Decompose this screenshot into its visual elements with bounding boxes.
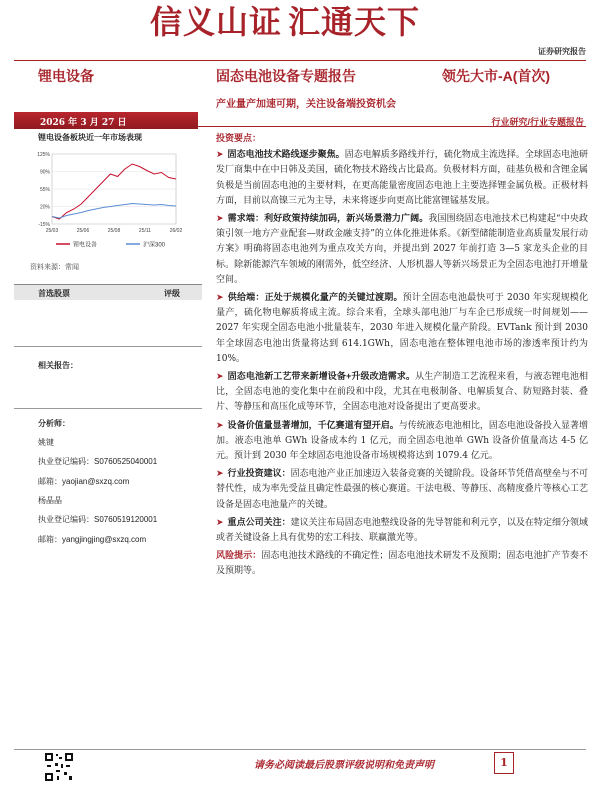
bullet-item [216,369,588,416]
divider [14,346,202,347]
risk-text: 固态电池技术路线的不确定性；固态电池技术研发不及预期；固态电池扩产节奏不及预期等。 [216,551,588,577]
bullet-item [216,290,588,367]
bullet-icon: ➤ [216,420,224,431]
brand-text-2: 汇通天下 [288,3,421,41]
analyst-name: 杨晶晶 [38,496,62,505]
risk-paragraph [216,548,588,579]
headline: 产业量产加速可期，关注设备端投资机会 [216,99,396,110]
report-type: 证券研究报告 [538,47,586,56]
bullet-item [216,418,588,465]
analyst-email[interactable]: 邮箱：yaojian@sxzq.com [38,477,130,486]
bullet-text: 固态电解质多路线并行，硫化物成主流选择。全球固态电池研发厂商集中在中日韩及美国，硫化物技术路线占比最高。负极材料方面，硅基负极和含锂金属负极是当前固态电池的主要材料，在更高能量密度固态电池上主要选择锂金属负极。正极材料方面，目前以高镍三元为主导，未来将逐步向更高比能富锂锰基发展。 [216,150,588,206]
chart-x-tick-label: 25/06 [76,228,90,234]
bullet-text: 我国围绕固态电池技术已构建起“中央政策引领一地方产业配套—财政金融支持”的立体化推进体系。《新型储能制造业高质量发展行动方案》明确将固态电池列为重点攻关方向，并提出到 2027 年前打造 3—5 家龙头企业的目标。除新能源汽车领域的刚需外，低空经济、人形机器人等新兴场景正为全固态电池打开增量空间。 [216,214,588,285]
bullet-lead: 重点公司关注： [227,516,291,527]
preferred-stock-header [14,284,202,300]
report-date: 2026 年 3 月 27 日 [40,118,127,128]
risk-label: 风险提示： [216,550,262,561]
bullet-lead: 供给端：正处于规模化量产的关键过渡期。 [227,292,403,303]
investment-highlights [216,131,588,580]
bullet-lead: 固态电池技术路线逐步聚焦。 [227,149,345,160]
bullet-item [216,147,588,209]
bullet-icon: ➤ [216,150,224,161]
footer-rule [14,749,586,750]
analyst-cert: 执业登记编码：S0760525040001 [38,457,158,466]
performance-chart [26,148,202,254]
page-number: 1 [494,752,514,774]
sector-name: 锂电设备 [38,68,94,84]
chart-source: 资料来源：常闻 [30,264,79,271]
chart-series-line [52,164,176,219]
header-rule [14,60,586,61]
bullet-text: 预计全固态电池最快可于 2030 年实现规模化量产，硫化物电解质将成主流。综合来看，全球头部电池厂与车企已形成统一时间规划——2027 年实现全固态电池小批量装车，2030 年进入规模化量产阶段。EVTank 预计到 2030 年全球固态电池出货量将达到 614.1GWh，固态电池在整体锂电池市场的渗透率预计约为 10%。 [216,293,588,364]
analyst-cert: 执业登记编码：S0760519120001 [38,515,158,524]
bullet-lead: 设备价值量显著增加，千亿赛道有望开启。 [227,419,399,430]
bullet-lead: 行业投资建议： [227,468,291,479]
bullet-text: 与传统液态电池相比，固态电池设备投入显著增加。液态电池单 GWh 设备成本约 1 亿元，而全固态电池单 GWh 设备价值量高达 4-5 亿元。预计到 2030 年全球固态电池设备市场规模将达到 1079.4 亿元。 [216,420,588,462]
rating-column-label: 评级 [164,289,180,298]
preferred-stock-label: 首选股票 [38,289,70,298]
report-category: 行业研究/行业专题报告 [491,117,584,127]
bullet-icon: ➤ [216,517,224,528]
chart-legend-label: 沪深300 [143,242,166,249]
qr-code-icon [44,752,74,782]
rating: 领先大市-A(首次) [442,68,551,84]
brand-logo [150,0,420,52]
analyst-email[interactable]: 邮箱：yangjingjing@sxzq.com [38,535,147,544]
chart-y-tick-label: 20% [39,204,50,211]
chart-y-tick-label: 55% [39,187,50,193]
bullet-icon: ➤ [216,214,224,225]
bullet-item [216,211,588,288]
chart-x-tick-label: 25/08 [107,228,121,234]
footer-disclaimer: 请务必阅读最后股票评级说明和免责声明 [254,760,434,771]
date-bar [14,112,586,129]
analyst-name: 姚键 [38,438,54,447]
bullet-lead: 需求端：利好政策持续加码，新兴场景潜力广阔。 [227,213,429,224]
chart-x-tick-label: 25/03 [45,228,59,234]
bullet-lead: 固态电池新工艺带来新增设备+升级改造需求。 [227,371,416,382]
chart-y-tick-label: 90% [39,169,50,176]
analysts-label: 分析师： [38,419,70,428]
related-reports-label: 相关报告： [38,361,78,370]
report-title: 固态电池设备专题报告 [216,68,356,84]
bullet-text: 从生产制造工艺流程来看，与液态锂电池相比，全固态电池的变化集中在前段和中段，尤其在电极制备、电解质复合、防短路封装、叠片、等静压和高压化成等环节，全固态电池对设备提出了更高要求。 [216,372,588,413]
brand-text-1: 信义山证 [150,3,283,41]
chart-x-tick-label: 26/02 [169,228,183,234]
highlights-heading: 投资要点： [216,133,262,143]
chart-y-tick-label: 125% [37,152,50,158]
bullet-item [216,515,588,546]
chart-title: 锂电设备板块近一年市场表现 [38,133,142,142]
bullet-icon: ➤ [216,293,224,304]
bullet-item [216,466,588,513]
divider [14,408,202,409]
chart-y-tick-label: -15% [38,222,50,228]
bullet-icon: ➤ [216,469,224,480]
chart-x-tick-label: 25/11 [138,228,152,234]
bullet-icon: ➤ [216,372,224,383]
bullet-text: 固态电池产业正加速迈入装备竞赛的关键阶段。设备环节凭借高壁垒与不可替代性，成为率先受益且确定性最强的核心赛道。干法电极、等静压、高精度叠片等核心工艺设备是固态电池量产的关键。 [216,469,588,510]
chart-legend-label: 锂电设备 [73,242,98,249]
section-heading [216,131,588,147]
bullet-text: 建议关注布局固态电池整线设备的先导智能和利元亨，以及在特定细分领域或者关键设备上具有优势的宏工科技、联赢激光等。 [216,517,588,544]
